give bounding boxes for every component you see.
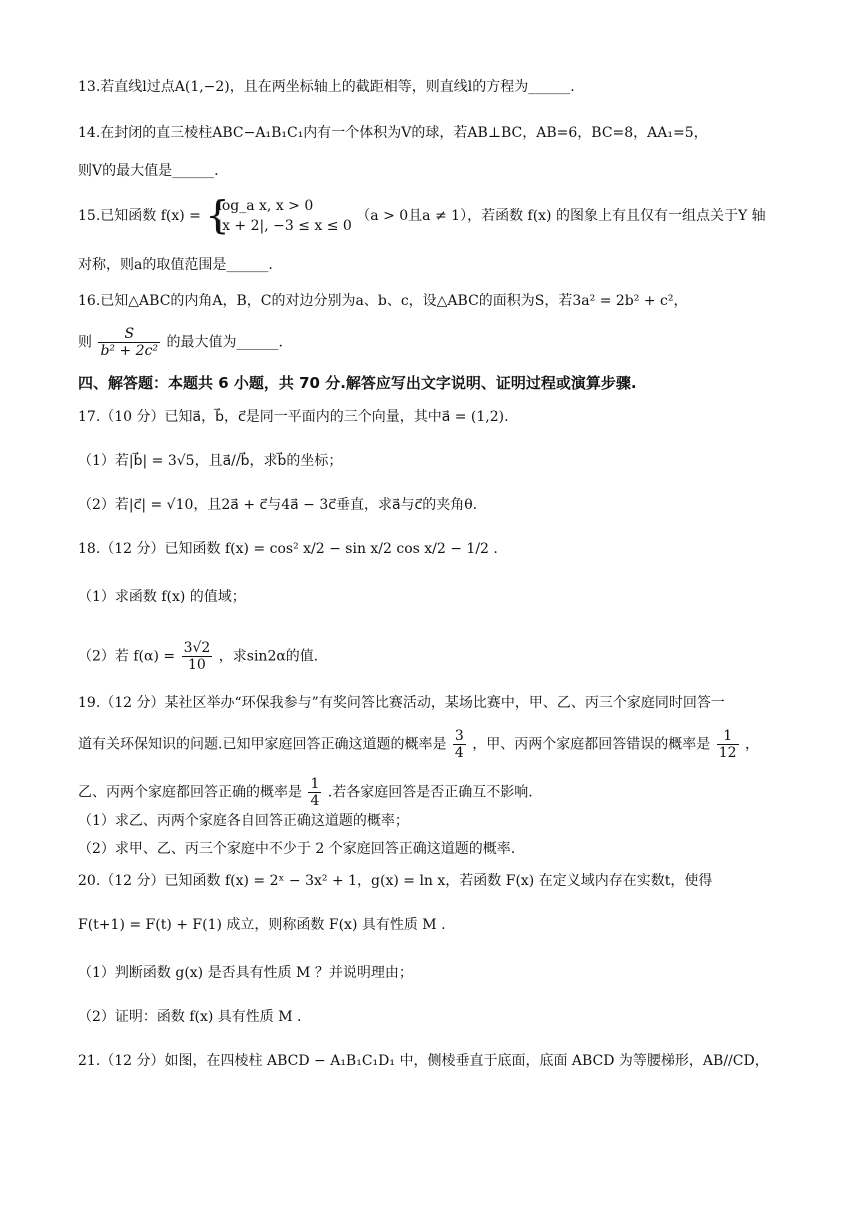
q19-line2-a: 道有关环保知识的问题.已知甲家庭回答正确这道题的概率是 [78, 736, 447, 753]
q18-part2-suffix: ，求sin2α的值. [218, 648, 319, 665]
q19-fraction-3-denominator: 4 [310, 793, 320, 809]
question-20-part-1: （1）判断函数 g(x) 是否具有性质 M ？并说明理由； [78, 965, 413, 981]
q19-line2-b: ，甲、丙两个家庭都回答错误的概率是 [472, 736, 711, 753]
question-18-part-2 [78, 640, 790, 673]
q18-fraction [182, 640, 213, 673]
question-18-part-1: （1）求函数 f(x) 的值域； [78, 589, 246, 605]
q18-fraction-denominator: 10 [188, 657, 206, 673]
q18-part2-prefix: （2）若 f(α) = [78, 648, 176, 665]
q19-line3-b: .若各家庭回答是否正确互不影响. [327, 784, 533, 801]
question-21-line-1: 21.（12 分）如图，在四棱柱 ABCD − A₁B₁C₁D₁ 中，侧棱垂直于底面，底面 ABCD 为等腰梯形，AB//CD， [78, 1053, 769, 1069]
q16-fraction-denominator: b² + 2c² [100, 343, 159, 359]
q16-fraction [98, 326, 160, 359]
question-16-line-2 [78, 326, 790, 359]
q19-fraction-3-numerator: 1 [310, 776, 320, 792]
question-14-line-2: 则V的最大值是______. [78, 163, 219, 179]
question-19-part-2: （2）求甲、乙、丙三个家庭中不少于 2 个家庭回答正确这道题的概率. [78, 841, 516, 857]
q19-fraction-1-numerator: 3 [454, 728, 464, 744]
question-20-part-2: （2）证明：函数 f(x) 具有性质 M . [78, 1009, 302, 1025]
question-17-part-1: （1）若|b⃗| = 3√5，且a⃗//b⃗，求b⃗的坐标； [78, 453, 343, 469]
q15-piecewise [205, 196, 351, 236]
question-20-line-2: F(t+1) = F(t) + F(1) 成立，则称函数 F(x) 具有性质 M . [78, 917, 446, 933]
question-20-line-1: 20.（12 分）已知函数 f(x) = 2ˣ − 3x² + 1，g(x) = ln x，若函数 F(x) 在定义域内存在实数t，使得 [78, 873, 713, 889]
section-heading-4: 四、解答题：本题共 6 小题，共 70 分.解答应写出文字说明、证明过程或演算步骤. [78, 374, 637, 392]
q19-fraction-2 [717, 728, 739, 761]
question-18-stem: 18.（12 分）已知函数 f(x) = cos² x/2 − sin x/2 cos x/2 − 1/2 . [78, 541, 498, 557]
q16-suffix: 的最大值为______. [166, 334, 283, 351]
q19-line2-c: ， [745, 736, 760, 753]
q19-fraction-2-numerator: 1 [717, 728, 739, 745]
q16-fraction-numerator: S [98, 326, 160, 343]
q15-case-2: |x + 2|, −3 ≤ x ≤ 0 [217, 218, 352, 234]
question-13: 13.若直线l过点A(1,−2)，且在两坐标轴上的截距相等，则直线l的方程为______. [78, 79, 575, 95]
q19-fraction-1-denominator: 4 [454, 745, 464, 761]
q15-case-1: { log_a x, x > 0 [217, 198, 314, 214]
question-19-line-2 [78, 728, 790, 761]
question-16-line-1: 16.已知△ABC的内角A，B，C的对边分别为a、b、c，设△ABC的面积为S，若3a² = 2b² + c²， [78, 293, 688, 309]
q19-fraction-3 [308, 776, 321, 809]
q19-fraction-2-denominator: 12 [718, 745, 737, 761]
question-15-line-2: 对称，则a的取值范围是______. [78, 257, 273, 273]
q18-fraction-numerator: 3√2 [183, 640, 211, 656]
question-15-line-1 [78, 196, 790, 236]
question-17-part-2: （2）若|c⃗| = √10，且2a⃗ + c⃗与4a⃗ − 3c⃗垂直，求a⃗与c⃗的夹角θ. [78, 497, 478, 513]
q16-prefix: 则 [78, 334, 92, 351]
q15-prefix: 15.已知函数 f(x) = [78, 208, 201, 224]
q19-line3-a: 乙、丙两个家庭都回答正确的概率是 [78, 784, 302, 801]
question-17-stem: 17.（10 分）已知a⃗，b⃗，c⃗是同一平面内的三个向量，其中a⃗ = (1,2). [78, 409, 509, 425]
question-19-part-1: （1）求乙、丙两个家庭各自回答正确这道题的概率； [78, 813, 409, 829]
question-14-line-1: 14.在封闭的直三棱柱ABC−A₁B₁C₁内有一个体积为V的球，若AB⊥BC，AB=6，BC=8，AA₁=5， [78, 125, 708, 141]
q15-suffix: （a > 0且a ≠ 1），若函数 f(x) 的图象上有且仅有一组点关于Y 轴 [356, 208, 766, 224]
question-19-line-3 [78, 776, 790, 809]
q19-fraction-1 [453, 728, 466, 761]
question-19-line-1: 19.（12 分）某社区举办“环保我参与”有奖问答比赛活动，某场比赛中，甲、乙、丙三个家庭同时回答一 [78, 695, 725, 711]
